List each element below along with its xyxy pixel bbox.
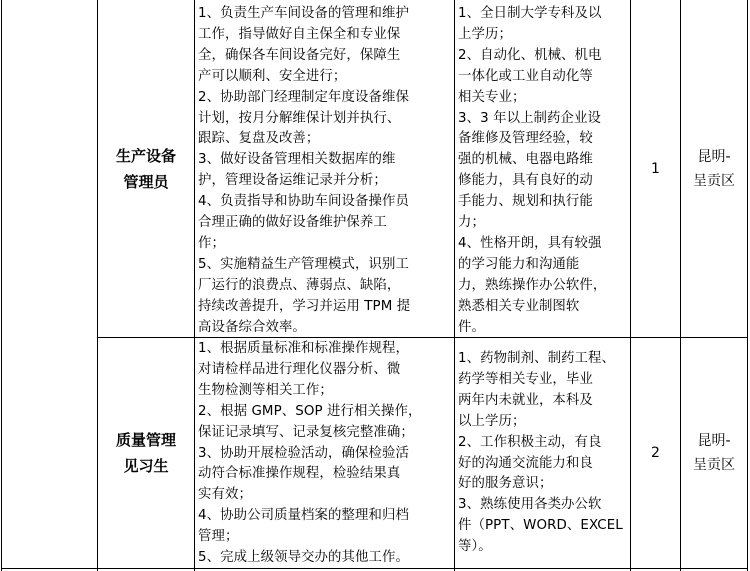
requirement-line: 药学等相关专业，毕业	[458, 371, 593, 387]
requirement-line: 1、药物制剂、制药工程、	[458, 351, 616, 366]
duty-line: 动符合标准操作规程，检验结果真	[198, 466, 401, 482]
requirement-line: 1、全日制大学专科及以	[458, 6, 602, 21]
location-line: 呈贡区	[693, 457, 735, 473]
duty-line: 2、协助部门经理制定年度设备维保	[198, 89, 409, 105]
table-divider-col3	[454, 0, 455, 571]
duty-line: 4、负责指导和协助车间设备操作员	[198, 194, 409, 210]
requirement-line: 好的沟通交流能力和良	[458, 455, 593, 471]
duty-line: 合理正确的做好设备维护保养工	[198, 215, 387, 231]
position-title-line: 管理员	[123, 172, 169, 191]
requirement-line: 强的机械、电器电路维	[458, 152, 593, 168]
requirement-line: 修能力，具有良好的动	[458, 173, 593, 189]
duty-line: 厂运行的浪费点、薄弱点、缺陷，	[198, 277, 401, 293]
duty-line: 4、协助公司质量档案的整理和归档	[198, 508, 409, 524]
position-title-line: 生产设备	[115, 146, 176, 165]
duty-line: 高设备综合效率。	[198, 319, 306, 335]
duty-line: 5、实施精益生产管理模式，识别工	[198, 256, 409, 272]
duty-line: 1、根据质量标准和标准操作规程，	[198, 341, 409, 356]
requirement-line: 一体化或工业自动化等	[458, 68, 593, 84]
requirement-line: 上学历；	[458, 26, 512, 42]
headcount-cell	[631, 338, 680, 568]
requirement-line: 手能力、规划和执行能	[458, 194, 593, 210]
duty-line: 3、做好设备管理相关数据库的维	[198, 152, 396, 168]
requirements-cell	[458, 349, 630, 568]
requirement-line: 熟悉相关专业制图软	[458, 298, 580, 314]
duty-line: 3、协助开展检验活动，确保检验活	[198, 445, 409, 461]
duty-line: 跟踪、复盘及改善；	[198, 131, 320, 147]
requirement-line: 3、3 年以上制药企业设	[458, 110, 602, 126]
requirement-line: 好的服务意识；	[458, 476, 553, 492]
duty-line: 持续改善提升，学习并运用 TPM 提	[198, 298, 411, 314]
requirement-line: 件（PPT、WORD、EXCEL	[458, 518, 623, 534]
position-cell	[98, 0, 194, 337]
duty-line: 工作，指导做好自主保全和专业保	[198, 26, 401, 42]
table-divider-col2	[194, 0, 195, 571]
duty-line: 实有效；	[198, 487, 252, 503]
duty-line: 护，管理设备运维记录并分析；	[198, 173, 387, 189]
duty-line: 作；	[198, 235, 225, 251]
requirement-line: 的学习能力和沟通能	[458, 256, 580, 272]
requirement-line: 2、自动化、机械、机电	[458, 47, 602, 63]
requirement-line: 2、工作积极主动，有良	[458, 434, 602, 450]
requirement-line: 以上学历；	[458, 413, 526, 429]
headcount: 2	[651, 445, 660, 461]
requirement-line: 等）。	[458, 539, 492, 555]
headcount: 1	[651, 160, 660, 177]
location-line: 昆明-	[697, 433, 731, 449]
duty-line: 2、根据 GMP、SOP 进行相关操作，	[198, 403, 422, 419]
requirement-line: 两年内未就业，本科及	[458, 392, 593, 408]
duties-cell	[198, 339, 454, 568]
table-border-bottom	[1, 568, 748, 569]
location-cell	[681, 338, 747, 568]
duty-line: 生物检测等相关工作；	[198, 382, 333, 398]
duty-line: 1、负责生产车间设备的管理和维护	[198, 6, 409, 21]
position-title-line: 质量管理	[115, 431, 176, 449]
location-line: 呈贡区	[693, 172, 735, 189]
location-cell	[681, 0, 747, 337]
position-title-line: 见习生	[123, 457, 169, 475]
requirement-line: 力，熟练操作办公软件，	[458, 277, 607, 293]
headcount-cell	[631, 0, 680, 337]
duty-line: 管理；	[198, 529, 239, 545]
table-border-left	[1, 0, 2, 571]
requirement-line: 4、性格开朗，具有较强	[458, 235, 602, 251]
duties-cell	[198, 4, 454, 337]
position-cell	[98, 338, 194, 568]
requirement-line: 相关专业；	[458, 89, 526, 105]
duty-line: 产可以顺利、安全进行；	[198, 68, 347, 84]
requirement-line: 3、熟练使用各类办公软	[458, 497, 602, 513]
duty-line: 对请检样品进行理化仪器分析、微	[198, 361, 401, 377]
duty-line: 保证记录填写、记录复核完整准确；	[198, 424, 414, 440]
duty-line: 全，确保各车间设备完好，保障生	[198, 47, 401, 63]
requirement-line: 力；	[458, 215, 485, 231]
requirement-line: 件。	[458, 319, 485, 335]
duty-line: 5、完成上级领导交办的其他工作。	[198, 550, 409, 566]
location-line: 昆明-	[697, 148, 731, 165]
requirement-line: 备维修及管理经验，较	[458, 131, 593, 147]
requirements-cell	[458, 4, 630, 337]
table-border-right	[747, 0, 748, 571]
duty-line: 计划，按月分解维保计划并执行、	[198, 110, 401, 126]
